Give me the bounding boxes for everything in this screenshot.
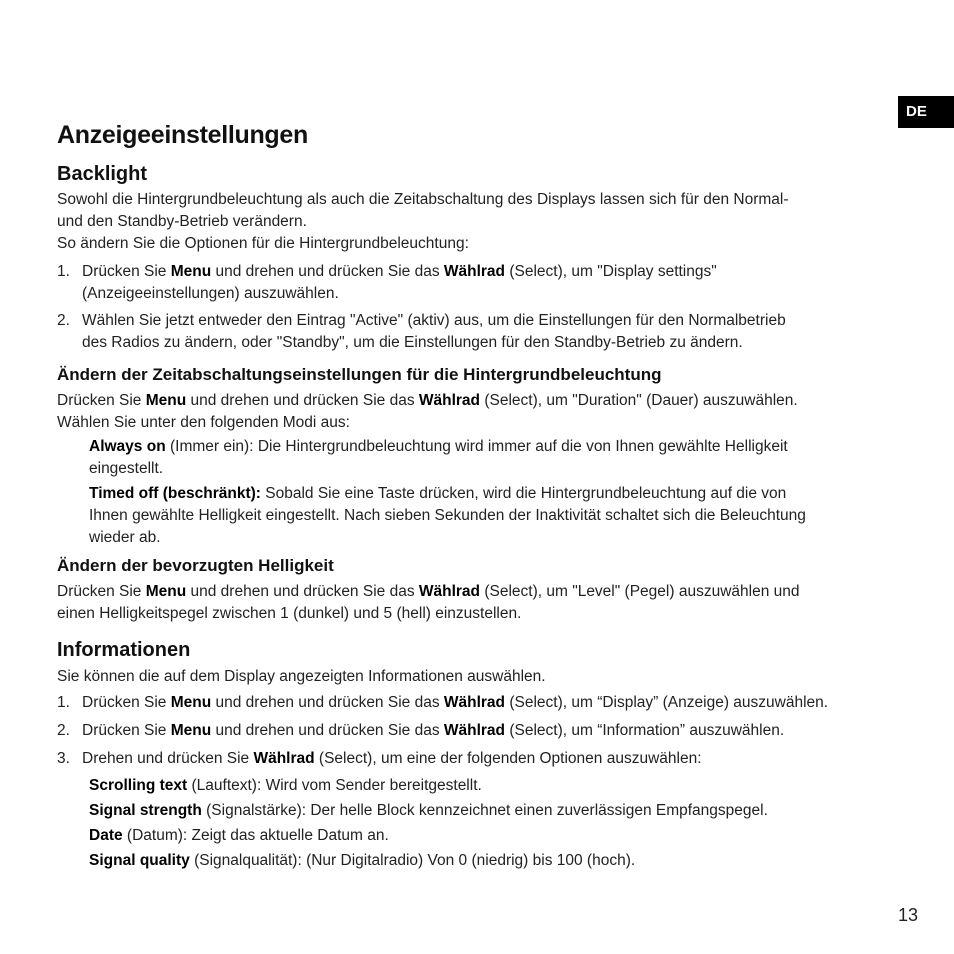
- step-number: 2.: [57, 722, 70, 739]
- timeout-heading: Ändern der Zeitabschaltungseinstellungen für die Hintergrundbeleuchtung: [57, 365, 662, 384]
- backlight-step-2-line2: des Radios zu ändern, oder "Standby", um die Einstellungen für den Standby-Betrieb zu ändern.: [82, 334, 743, 351]
- backlight-intro-line2: und den Standby-Betrieb verändern.: [57, 213, 307, 230]
- step-text: Drücken Sie Menu und drehen und drücken Sie das Wählrad (Select), um “Display” (Anzeige) auszuwählen.: [82, 694, 829, 711]
- option-scrolling-text: Scrolling text (Lauftext): Wird vom Sender bereitgestellt.: [89, 777, 482, 794]
- info-heading: Informationen: [57, 639, 191, 661]
- page-title: Anzeigeeinstellungen: [57, 121, 308, 149]
- info-intro: Sie können die auf dem Display angezeigten Informationen auswählen.: [57, 668, 546, 685]
- always-on-definition: Always on (Immer ein): Die Hintergrundbeleuchtung wird immer auf die von Ihnen gewählte Helligkeit: [89, 438, 788, 455]
- step-text: Drehen und drücken Sie Wählrad (Select), um eine der folgenden Optionen auszuwählen:: [82, 750, 702, 767]
- timeout-line1: Drücken Sie Menu und drehen und drücken Sie das Wählrad (Select), um "Duration" (Dauer) auszuwählen.: [57, 392, 798, 409]
- step-number: 3.: [57, 750, 70, 767]
- backlight-intro-line1: Sowohl die Hintergrundbeleuchtung als auch die Zeitabschaltung des Displays lassen sich für den Normal-: [57, 191, 789, 208]
- step-number: 2.: [57, 312, 70, 329]
- brightness-heading: Ändern der bevorzugten Helligkeit: [57, 556, 334, 575]
- always-on-definition-line2: eingestellt.: [89, 460, 164, 477]
- step-number: 1.: [57, 263, 70, 280]
- brightness-line2: einen Helligkeitspegel zwischen 1 (dunkel) und 5 (hell) einzustellen.: [57, 605, 522, 622]
- step-number: 1.: [57, 694, 70, 711]
- timed-off-definition-line3: wieder ab.: [89, 529, 161, 546]
- backlight-intro-line3: So ändern Sie die Optionen für die Hintergrundbeleuchtung:: [57, 235, 469, 252]
- language-tab: DE: [898, 96, 954, 128]
- step-text: Drücken Sie Menu und drehen und drücken Sie das Wählrad (Select), um “Information” auszuwählen.: [82, 722, 785, 739]
- brightness-line1: Drücken Sie Menu und drehen und drücken Sie das Wählrad (Select), um "Level" (Pegel) auszuwählen und: [57, 583, 800, 600]
- backlight-step-1-line2: (Anzeigeeinstellungen) auszuwählen.: [82, 285, 339, 302]
- page-number: 13: [898, 905, 919, 925]
- option-date: Date (Datum): Zeigt das aktuelle Datum an.: [89, 827, 389, 844]
- step-text: Drücken Sie Menu und drehen und drücken Sie das Wählrad (Select), um "Display settings": [82, 263, 717, 280]
- backlight-heading: Backlight: [57, 163, 148, 185]
- step-text: Wählen Sie jetzt entweder den Eintrag "Active" (aktiv) aus, um die Einstellungen für den Normalbetrieb: [82, 312, 786, 329]
- option-signal-quality: Signal quality (Signalqualität): (Nur Digitalradio) Von 0 (niedrig) bis 100 (hoch).: [89, 852, 636, 869]
- timed-off-definition: Timed off (beschränkt): Sobald Sie eine Taste drücken, wird die Hintergrundbeleuchtung auf die von: [89, 485, 787, 502]
- option-signal-strength: Signal strength (Signalstärke): Der helle Block kennzeichnet einen zuverlässigen Empfangspegel.: [89, 802, 768, 819]
- timeout-line2: Wählen Sie unter den folgenden Modi aus:: [57, 414, 350, 431]
- timed-off-definition-line2: Ihnen gewählte Helligkeit eingestellt. Nach sieben Sekunden der Inaktivität schaltet sich die Beleuchtung: [89, 507, 806, 524]
